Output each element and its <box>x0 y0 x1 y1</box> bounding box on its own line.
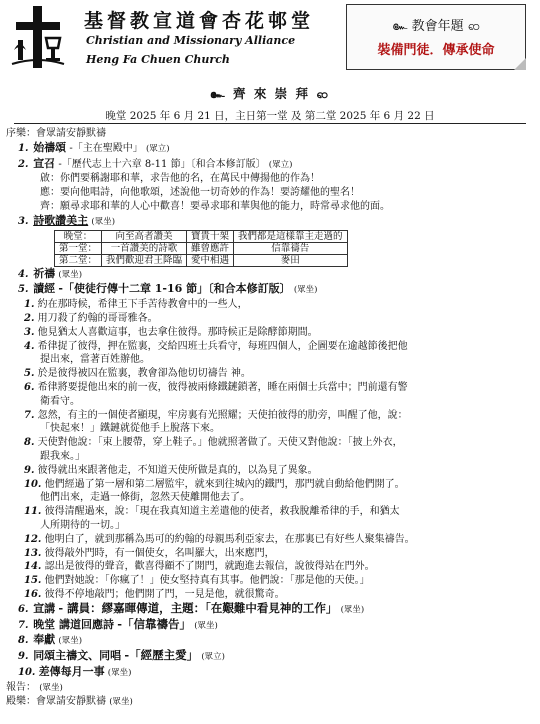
table-row: 第一堂： 一首讚美的詩歌 雖曾應許 信靠禱告 <box>55 242 348 254</box>
church-name-chinese: 基督教宣道會杏花邨堂 <box>84 10 315 32</box>
divider <box>14 123 526 124</box>
service-date-line: 晚堂 2025 年 6 月 21 日，主日第一堂 及 第二堂 2025 年 6 月 22 日 <box>105 110 435 122</box>
table-row: 第二堂： 我們歡迎君王降臨 愛中相遇 麥田 <box>55 254 348 266</box>
verse-line: 12. 他明白了，就到那稱為馬可的約翰的母親馬利亞家去，在那裏已有好些人聚集禱告。 <box>24 533 415 545</box>
verse-line: 4. 希律捉了彼得，押在監裏，交給四班士兵看守，每班四個人，企圖要在逾越節後把他 <box>24 340 408 352</box>
annual-theme-subtitle: 裝備門徒．傳承使命 <box>377 43 495 58</box>
verse-line: 1. 約在那時候，希律王下手苦待教會中的一些人， <box>24 299 248 311</box>
call-line: 啟：你們要稱謝耶和華，求告他的名，在萬民中傳揚他的作為！ <box>40 173 320 185</box>
verse-line: 2. 用刀殺了約翰的哥哥雅各。 <box>24 312 158 324</box>
verse-line: 他們出來，走過一條街，忽然天使離開他去了。 <box>40 492 250 504</box>
verse-line: 14. 認出是彼得的聲音，歡喜得顧不了開門，就跑進去報信，說彼得站在門外。 <box>24 561 375 573</box>
annual-theme-box <box>346 4 526 70</box>
verse-line: 3. 他見猶太人喜歡這事，也去拿住彼得。那時候正是除酵節期間。 <box>24 326 318 338</box>
flourish-left-icon: ๛ <box>392 19 408 34</box>
item-announcements: 報告： (眾坐) <box>6 681 63 693</box>
item-missions: 10. 差傳每月一事 (眾坐) <box>18 664 132 678</box>
verse-line: 7. 忽然，有主的一個使者顯現，牢房裏有光照耀；天使拍彼得的肋旁，叫醒了他，說： <box>24 409 408 421</box>
item-doxology: 1. 始禱頌 -「主在聖殿中」 (眾立) <box>18 140 170 154</box>
call-line: 應：要向他唱詩，向他歌頌，述說他一切奇妙的作為！要誇耀他的聖名！ <box>40 187 360 199</box>
order-of-service <box>6 127 534 710</box>
verse-line: 提出來，當著百姓辦他。 <box>40 354 150 366</box>
item-sermon: 6. 宣講 - 講員：繆嘉暉傳道，主題：「在艱難中看見神的工作」 (眾坐) <box>18 601 365 615</box>
item-lords-prayer: 9. 同頌主禱文、同唱 -「經歷主愛」 (眾立) <box>18 649 225 663</box>
verse-line: 跟我來。」 <box>40 450 85 462</box>
flourish-right-icon: ၹ <box>316 86 330 101</box>
verse-line: 15. 他們對她說：「你瘋了！」使女堅持真有其事。他們說：「那是他的天使。」 <box>24 575 370 587</box>
item-offering: 8. 奉獻 (眾坐) <box>18 633 83 647</box>
item-scripture: 5. 讀經 -「使徒行傳十二章 1-16 節」〔和合本修訂版〕 (眾坐) <box>18 282 318 296</box>
hymn-table <box>54 230 348 267</box>
church-name-english-line2: Heng Fa Chuen Church <box>86 53 230 66</box>
call-line: 齊：願尋求耶和華的人心中歡喜！要尋求耶和華與他的能力，時常尋求他的面。 <box>40 200 390 212</box>
verse-line: 衛看守。 <box>40 395 80 407</box>
verse-line: 5. 於是彼得被囚在監裏，教會卻為他切切禱告 神。 <box>24 368 251 380</box>
bulletin-header <box>0 0 540 92</box>
verse-line: 9. 彼得就出來跟著他走，不知道天使所做是真的，以為見了異象。 <box>24 464 318 476</box>
flourish-right-icon: ၹ <box>467 19 480 34</box>
verse-line: 人所期待的一切。」 <box>40 519 125 531</box>
table-row: 晚堂： 向至高者讚美 寶貴十架 我們都是這樣靠主走過的 <box>55 230 348 242</box>
service-title: ๛ 齊 來 崇 拜 ၹ <box>210 86 330 101</box>
church-logo-cross-icon <box>8 4 68 70</box>
verse-line: 8. 天使對他說：「束上腰帶，穿上鞋子。」他就照著做了。天使又對他說：「披上外衣， <box>24 437 403 449</box>
item-prayer: 4. 祈禱 (眾坐) <box>18 266 83 280</box>
church-name-english-line1: Christian and Missionary Alliance <box>86 34 296 47</box>
annual-theme-title: ๛ 教會年題 ၹ <box>392 19 480 34</box>
verse-line: 16. 彼得不停地敲門；他們開了門，一見是他，就很驚奇。 <box>24 588 285 600</box>
item-call-to-worship: 2. 宣召 -「歷代志上十六章 8-11 節」〔和合本修訂版〕 (眾立) <box>18 156 293 170</box>
prelude-line: 序樂：會眾請安靜默禱 <box>6 128 106 139</box>
flourish-left-icon: ๛ <box>210 86 233 101</box>
verse-line: 「快起來！」鐵鏈就從他手上脫落下來。 <box>40 423 220 435</box>
verse-line: 6. 希律將要提他出來的前一夜，彼得被兩條鐵鏈鎖著，睡在兩個士兵當中；門前還有警 <box>24 381 408 393</box>
verse-line: 13. 彼得敲外門時，有一個使女，名叫羅大，出來應門， <box>24 547 275 559</box>
verse-line: 11. 彼得清醒過來，說：「現在我真知道主差遣他的使者，救我脫離希律的手，和猶太 <box>24 506 400 518</box>
item-hymns: 3. 詩歌讚美主 (眾坐) <box>18 213 116 227</box>
verse-line: 10. 他們經過了第一層和第二層監牢，就來到往城內的鐵門，那門就自動給他們開了。 <box>24 478 405 490</box>
item-response-hymn: 7. 晚堂 講道回應詩 -「信靠禱告」 (眾坐) <box>18 617 218 631</box>
item-postlude: 殿樂：會眾請安靜默禱 (眾坐) <box>6 696 133 708</box>
scripture-verses <box>6 298 534 602</box>
